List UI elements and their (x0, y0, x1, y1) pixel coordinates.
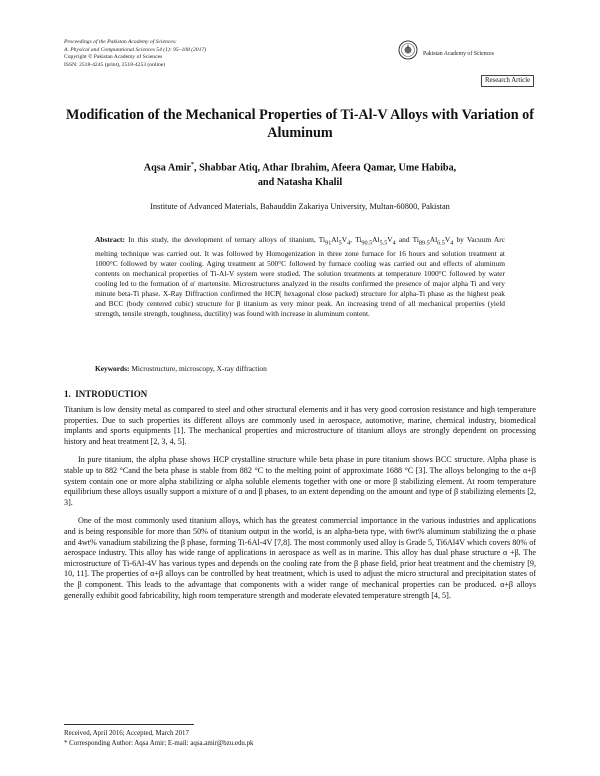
journal-header (64, 39, 364, 69)
corresponding-marker: * (191, 162, 195, 168)
academy-name: Pakistan Academy of Sciences (423, 51, 494, 57)
footnote-divider (64, 724, 194, 725)
subscript: 89.5 (418, 240, 430, 247)
subscript: 91 (325, 240, 332, 247)
article-type-badge: Research Article (481, 75, 534, 87)
subscript: 4 (450, 240, 454, 247)
paragraph: Titanium is low density metal as compared to steel and other structural elements and it has very good corrosion resistance and high temperature properties. Due to such properties its different alloys are commonly used in aerospace, automotive, marine, chemical industry, biomedical implants and sports equipments [1]. The mechanical properties and microstructure of titanium alloys are strongly dependent on processing history and heat treatment [2, 3, 4, 5]. (64, 405, 536, 446)
affiliation: Institute of Advanced Materials, Bahauddin Zakariya University, Multan-60800, Pakistan (150, 202, 450, 211)
footnotes (64, 729, 254, 748)
keywords-label: Keywords: (95, 364, 130, 373)
paper-title: Modification of the Mechanical Properties of Ti-Al-V Alloys with Variation of Aluminum (66, 107, 534, 141)
journal-name-line2: A. Physical and Computational Sciences 54 (1): 95–108 (2017) (64, 46, 207, 53)
subscript: 6.5 (437, 240, 445, 247)
abstract-text-start: In this study, the development of ternary alloys of titanium, Ti (128, 235, 326, 244)
section-number: 1. (64, 389, 71, 399)
author-list (90, 158, 510, 190)
academy-logo-block (398, 40, 558, 62)
abstract-frag: Al (372, 235, 380, 244)
author-rest: , Shabbar Atiq, Athar Ibrahim, Afeera Qamar, Ume Habiba, (194, 162, 457, 174)
abstract-text-end: by Vacuum Arc melting technique was carried out. It was followed by Homogenization in three zone furnace for 16 hours and solution treatment at 1000°C followed by water cooling. Aging treatment at 500°C followed by furnace cooling was carried out and effects of aluminum contents on mechanical properties of Ti-Al-V system were studied. The solution treatments at temperature 1000°C followed by water cooling led to the formation of α′ martensite. Microstructures analyzed in the results confirmed the presence of major alpha Ti and very minute beta-Ti phase. X-Ray Diffraction confirmed the HCP( hexagonal close packed) structure for alpha-Ti phase as the highest peak and BCC (body centered cubic) structure for β titanium as very minor peak. An increasing trend of all mechanical properties (yield strength, tensile strength, toughness, ductility) was found with increase in aluminum content. (95, 235, 505, 318)
body-text (64, 405, 536, 609)
paragraph: In pure titanium, the alpha phase shows HCP crystalline structure while beta phase in pure titanium shows BCC structure. Alpha phase is stable up to 882 °Cand the beta phase is stable from 882 °C to the melting point of approximate 1688 °C [3]. The alloys belonging to the α+β system contain one or more alpha stabilizing or alpha soluble elements together with one or more β stabilizing element. At room temperature equilibrium these alloys usually support a mixture of α and β phases, to an extent depending on the amount and type of β stabilizing elements [2, 3]. (64, 455, 536, 507)
journal-name-line1: Proceedings of the Pakistan Academy of Sciences: (64, 39, 177, 45)
keywords-text: Microstructure, microscopy, X-ray diffraction (131, 364, 267, 373)
subscript: 4 (392, 240, 396, 247)
subscript: 90.5 (361, 240, 373, 247)
abstract-frag: , Ti (350, 235, 362, 244)
author-first: Aqsa Amir (143, 162, 192, 174)
subscript: 5 (338, 240, 342, 247)
issn-line: ISSN: 2518-4245 (print), 2518-4253 (online) (64, 61, 166, 68)
subscript: 4 (347, 240, 351, 247)
abstract-frag: V (444, 235, 451, 244)
abstract-frag: and Ti (395, 235, 419, 244)
abstract-label: Abstract: (95, 235, 125, 244)
academy-seal-icon (398, 40, 418, 60)
abstract-frag: Al (429, 235, 438, 244)
paragraph: One of the most commonly used titanium alloys, which has the greatest commercial importance in the various industries and applications and is being responsible for more than 50% of titanium output in the world, is an alpha-beta type, with 6wt% aluminum stabilizing the α phase and 4wt% vanadium stabilizing the β phase, forming Ti-6Al-4V [7,8]. The most commonly used alloy is Grade 5, Ti6Al4V which covers 80% of aerospace industry. This alloy has wide range of applications in aerospace as well as in marine. This alloy has dual phase structure α +β. The microstructure of Ti-6Al-4V has various types and depends on the cooling rate from the β phase field, prior heat treatment and the chemistry [9, 10, 11]. The properties of α+β alloys can be controlled by heat treatment, which is used to adjust the micro structural and precipitation states of the β component. This leads to the advantage that components with a wider range of mechanical properties can be produced. α+β alloys generally exhibit good fabricability, high room temperature strength and moderate elevated temperature strength [4, 5]. (64, 516, 536, 600)
abstract-frag: V (387, 235, 393, 244)
subscript: 5.5 (379, 240, 388, 247)
copyright-line: Copyright © Pakistan Academy of Sciences (64, 54, 163, 61)
received-dates: Received, April 2016; Accepted, March 2017 (64, 730, 189, 737)
corresponding-author: * Corresponding Author: Aqsa Amir; E-mail: aqsa.amir@bzu.edu.pk (64, 739, 254, 747)
keywords (95, 364, 505, 373)
abstract-frag: Al (331, 235, 339, 244)
abstract-frag: V (341, 235, 348, 244)
abstract (95, 235, 505, 319)
section-title: INTRODUCTION (75, 389, 148, 399)
section-heading (64, 389, 147, 399)
author-last: and Natasha Khalil (257, 177, 343, 189)
